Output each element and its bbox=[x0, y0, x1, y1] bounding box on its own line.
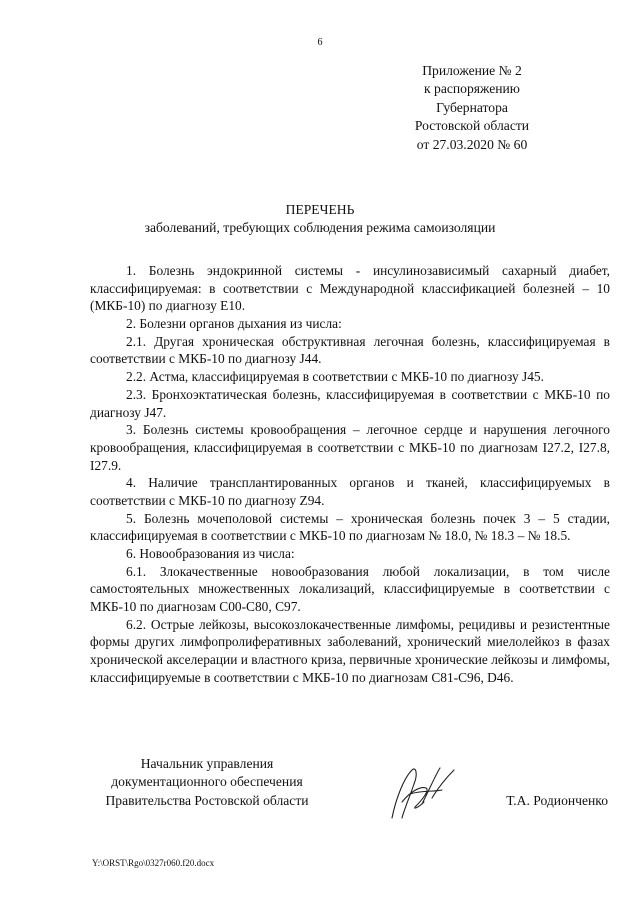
document-title: ПЕРЕЧЕНЬ bbox=[285, 202, 355, 217]
list-item: 3. Болезнь системы кровообращения – легочное сердце и нарушения легочного кровообращения, классифицируемая в соответствии с МКБ-10 по диагнозам I27.2, I27.8, I27.9. bbox=[90, 422, 610, 473]
list-item: 2. Болезни органов дыхания из числа: bbox=[126, 316, 342, 332]
appendix-line: к распоряжению bbox=[424, 81, 520, 97]
document-subtitle: заболеваний, требующих соблюдения режима самоизоляции bbox=[144, 220, 496, 235]
appendix-line: Ростовской области bbox=[414, 118, 530, 134]
list-item: 6.1. Злокачественные новообразования любой локализации, в том числе самостоятельных множественных локализаций, классифицируемые в соответствии с МКБ-10 по диагнозам C00-C80, C97. bbox=[90, 563, 610, 615]
handwritten-signature bbox=[382, 758, 466, 828]
position-line: документационного обеспечения bbox=[111, 774, 303, 790]
list-item: 6. Новообразования из числа: bbox=[126, 546, 295, 561]
page-number: 6 bbox=[317, 37, 323, 48]
appendix-line: от 27.03.2020 № 60 bbox=[416, 136, 528, 152]
appendix-line: Губернатора bbox=[436, 99, 508, 115]
list-item: 2.2. Астма, классифицируемая в соответствии с МКБ-10 по диагнозу J45. bbox=[126, 369, 544, 385]
appendix-header bbox=[382, 62, 562, 154]
list-item: 5. Болезнь мочеполовой системы – хроническая болезнь почек 3 – 5 стадии, классифицируемая в соответствии с МКБ-10 по диагнозам № 18.0, № 18.3 – № 18.5. bbox=[90, 510, 610, 544]
appendix-line: Приложение № 2 bbox=[422, 63, 522, 78]
signer-name: Т.А. Родионченко bbox=[506, 793, 608, 808]
disease-list bbox=[90, 262, 610, 687]
position-line: Начальник управления bbox=[140, 756, 274, 771]
list-item: 2.1. Другая хроническая обструктивная легочная болезнь, классифицируемая в соответствии с МКБ-10 по диагнозу J44. bbox=[90, 333, 610, 367]
file-path: Y:\ORST\Rgo\0327r060.f20.docx bbox=[92, 858, 215, 868]
list-item: 2.3. Бронхоэктатическая болезнь, классифицируемая в соответствии с МКБ-10 по диагнозу J47. bbox=[90, 386, 610, 420]
signatory-position bbox=[90, 755, 324, 810]
list-item: 4. Наличие трансплантированных органов и тканей, классифицируемых в соответствии с МКБ-10 по диагнозу Z94. bbox=[90, 475, 610, 508]
list-item: 1. Болезнь эндокринной системы - инсулинозависимый сахарный диабет, классифицируемая: в соответствии с Международной классификацией болезней – 10 (МКБ-10) по диагнозу E10. bbox=[90, 263, 610, 314]
list-item: 6.2. Острые лейкозы, высокозлокачественные лимфомы, рецидивы и резистентные формы других лимфопролиферативных заболеваний, хронический миелолейкоз в фазах хронической акселерации и властного криза, первичные хронические лейкозы и лимфомы, классифицируемые в соответствии с МКБ-10 по диагнозам C81-C96, D46. bbox=[90, 616, 610, 685]
position-line: Правительства Ростовской области bbox=[105, 792, 309, 808]
